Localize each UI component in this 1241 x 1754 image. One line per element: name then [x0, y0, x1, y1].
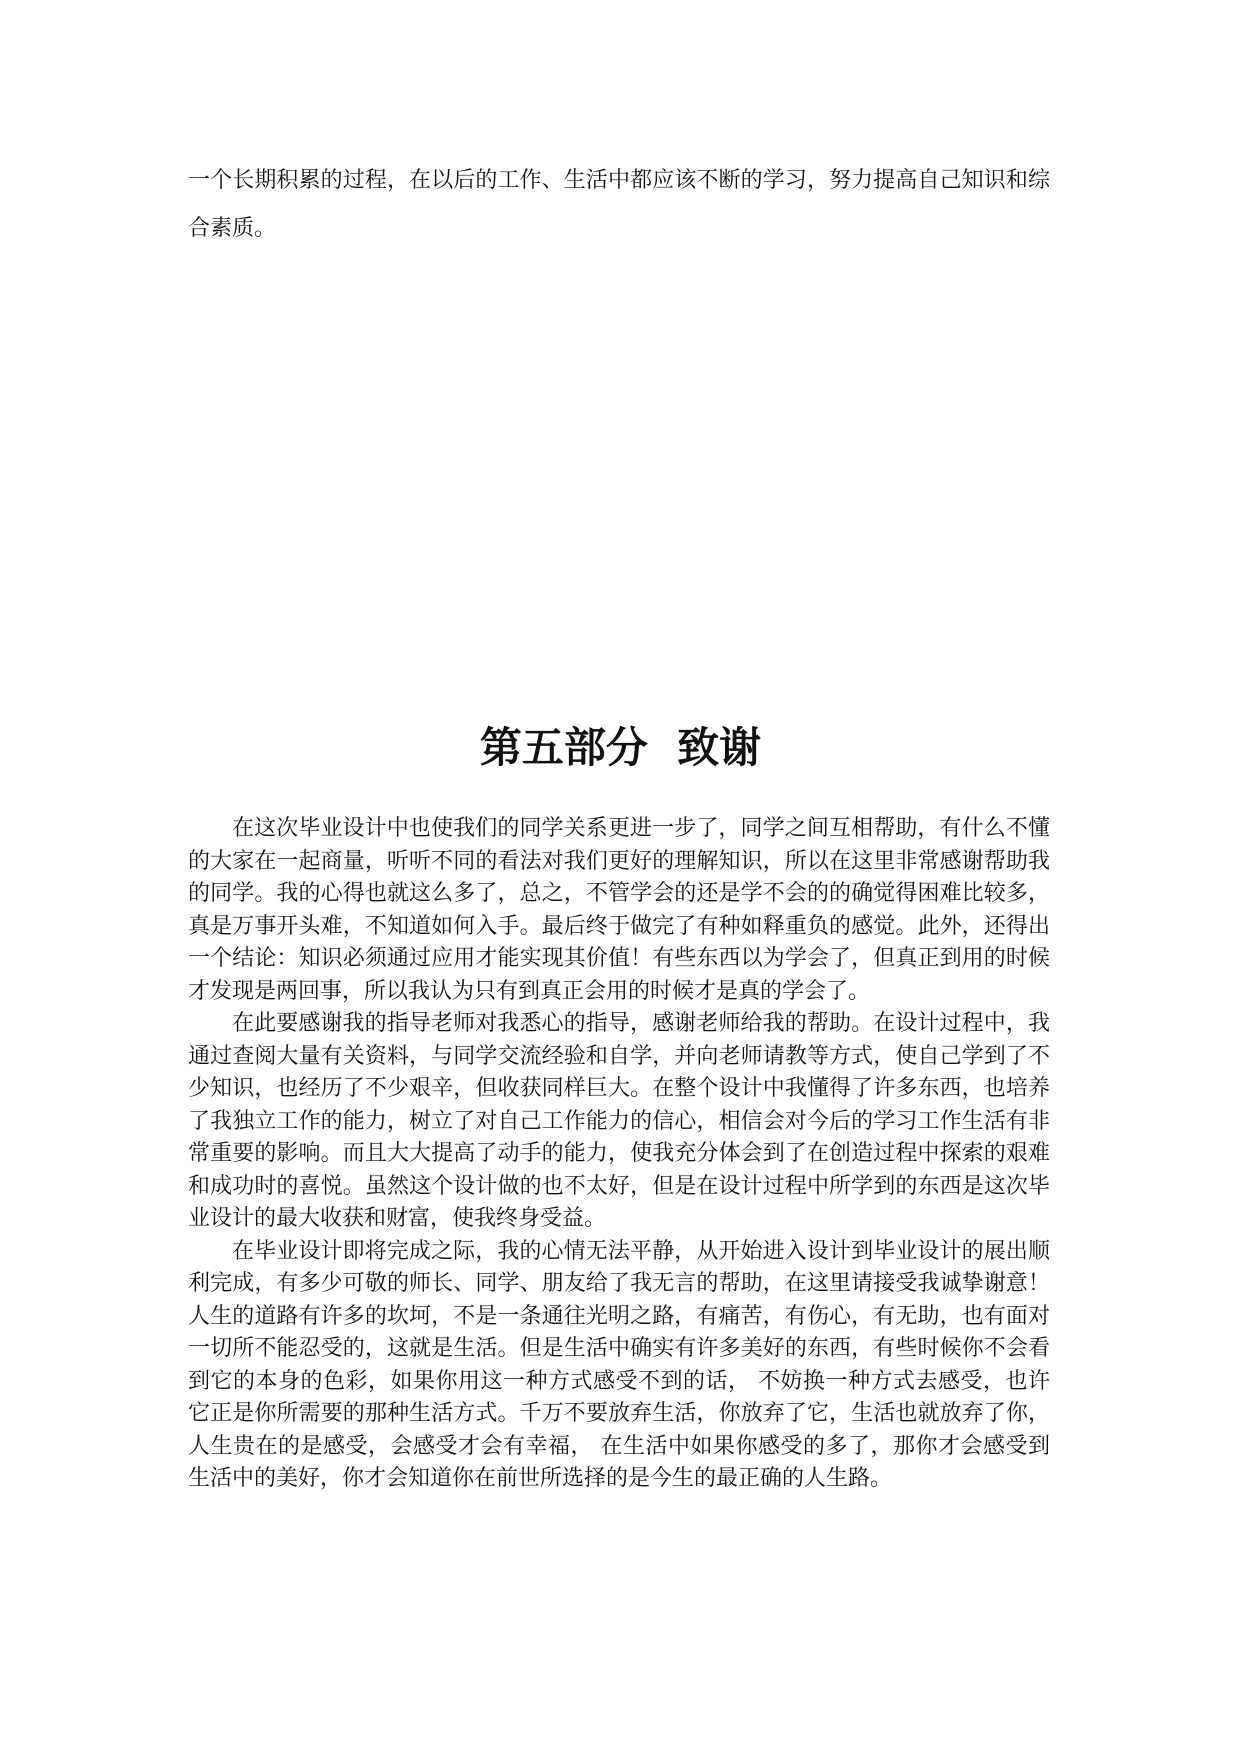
- carry-over-paragraph: 一个长期积累的过程，在以后的工作、生活中都应该不断的学习，努力提高自己知识和综合素质。: [188, 168, 1050, 241]
- body-paragraph-3: 在毕业设计即将完成之际，我的心情无法平静，从开始进入设计到毕业设计的展出顺利完成，有多少可敬的师长、同学、朋友给了我无言的帮助，在这里请接受我诚挚谢意！人生的道路有许多的坎坷，不是一条通往光明之路，有痛苦，有伤心，有无助，也有面对一切所不能忍受的，这就是生活。但是生活中确实有许多美好的东西，有些时候你不会看到它的本身的色彩，如果你用这一种方式感受不到的话， 不妨换一种方式去感受，也许它正是你所需要的那种生活方式。千万不要放弃生活，你放弃了它，生活也就放弃了你，人生贵在的是感受，会感受才会有幸福， 在生活中如果你感受的多了，那你才会感受到生活中的美好，你才会知道你在前世所选择的是今生的最正确的人生路。: [188, 1238, 1050, 1491]
- acknowledgement-body: [188, 813, 1050, 1496]
- section-heading: 第五部分 致谢: [479, 723, 762, 772]
- body-paragraph-2: 在此要感谢我的指导老师对我悉心的指导，感谢老师给我的帮助。在设计过程中，我通过查阅大量有关资料，与同学交流经验和自学，并向老师请教等方式，使自己学到了不少知识，也经历了不少艰辛，但收获同样巨大。在整个设计中我懂得了许多东西，也培养了我独立工作的能力，树立了对自己工作能力的信心，相信会对今后的学习工作生活有非常重要的影响。而且大大提高了动手的能力，使我充分体会到了在创造过程中探索的艰难和成功时的喜悦。虽然这个设计做的也不太好，但是在设计过程中所学到的东西是这次毕业设计的最大收获和财富，使我终身受益。: [188, 1011, 1050, 1231]
- body-paragraph-1: 在这次毕业设计中也使我们的同学关系更进一步了，同学之间互相帮助，有什么不懂的大家在一起商量，听听不同的看法对我们更好的理解知识，所以在这里非常感谢帮助我的同学。我的心得也就这么多了，总之，不管学会的还是学不会的的确觉得困难比较多，真是万事开头难，不知道如何入手。最后终于做完了有种如释重负的感觉。此外，还得出一个结论：知识必须通过应用才能实现其价值！有些东西以为学会了，但真正到用的时候才发现是两回事，所以我认为只有到真正会用的时候才是真的学会了。: [188, 816, 1050, 1004]
